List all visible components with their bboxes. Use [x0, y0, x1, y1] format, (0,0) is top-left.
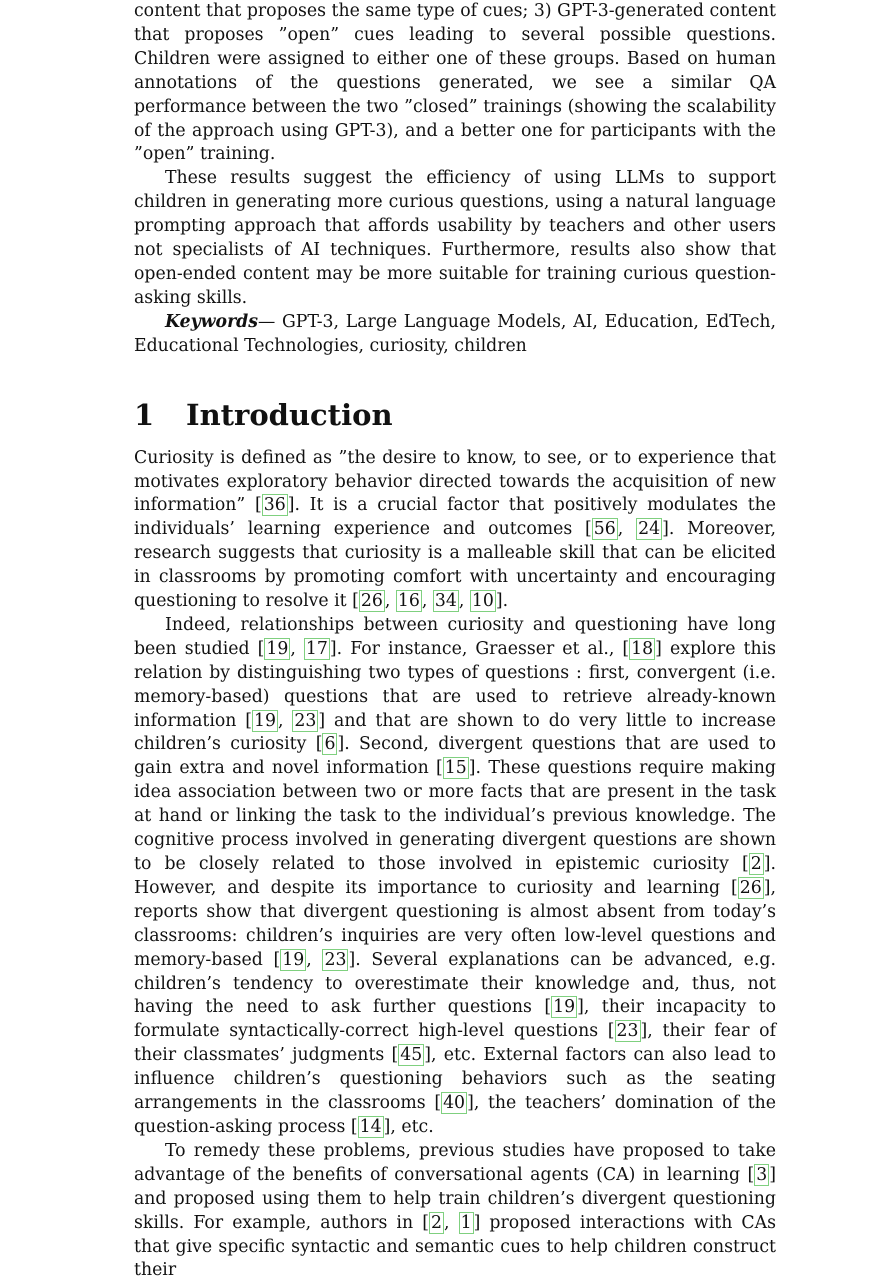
citation-link[interactable]: 1 [460, 1212, 472, 1233]
text-run: . However, and despite its importance to curiosity and learning [134, 854, 776, 898]
citation-link[interactable]: 10 [471, 591, 494, 612]
keywords-line [134, 311, 776, 359]
citation-link[interactable]: 34 [434, 591, 457, 612]
abstract-paragraph-results: These results suggest the efficiency of using LLMs to support children in generating more curious questions, using a natural language prompting approach that affords usability by teachers and other users not specialists of AI techniques. Furthermore, results also show that open-ended content may be more suitable for training curious question-asking skills. [134, 168, 776, 308]
text-run: To remedy these problems, previous studies have proposed to take advantage of the benefits of conversational agents (CA) in learning [134, 1140, 776, 1185]
text-run: Curiosity is defined as ”the desire to know, to see, or to experience that motivates exploratory behavior directed towards the acquisition of new information” [134, 447, 776, 516]
citation-link[interactable]: 2 [430, 1212, 442, 1233]
citation-link[interactable]: 18 [631, 638, 654, 659]
text-run: . Second, divergent questions that are used to gain extra and novel information [134, 734, 776, 779]
text-run: Indeed, relationships between curiosity and questioning have long been studied [134, 614, 776, 659]
text-run: , the teachers’ domination of the question-asking process [134, 1093, 776, 1137]
text-run: . [502, 591, 509, 612]
keywords-text: — GPT-3, Large Language Models, AI, Education, EdTech, Educational Technologies, curiosity, children [134, 311, 776, 356]
citation-link[interactable]: 19 [282, 949, 305, 970]
text-run: and that are shown to do very little to increase children’s curiosity [134, 710, 776, 755]
citation-link[interactable]: 14 [359, 1116, 382, 1137]
text-run: , reports show that divergent questioning is almost absent from today’s classrooms: children’s inquiries are very often low-level questions and memory-based [134, 877, 776, 970]
text-run: . For instance, Graesser et al., [336, 638, 623, 659]
citation-link[interactable]: 56 [593, 519, 616, 540]
text-run: . Moreover, research suggests that curiosity is a malleable skill that can be elicited in classrooms by promoting comfort with uncertainty and encouraging questioning to resolve it [134, 519, 776, 612]
intro-paragraph-2: Indeed, relationships between curiosity and questioning have long been studied [ 19 , 17 ]. For instance, Graesser et al., [ 18 ] explore this relation by distinguishing two types of questions : first, convergent (i.e. memory-based) questions that are used to retrieve already-known information [ 19 , 23 ] and that are shown to do very little to increase children’s curiosity [ 6 ]. Second, divergent questions that are used to gain extra and novel information [ 15 ]. These questions require making idea association between two or more facts that are present in the task at hand or linking the task to the individual’s previous knowledge. The cognitive process involved in generating divergent questions are shown to be closely related to those involved in epistemic curiosity [ 2 ]. However, and despite its importance to curiosity and learning [ 26 ], reports show that divergent questioning is almost absent from today’s classrooms: children’s inquiries are very often low-level questions and memory-based [ 19 , 23 ]. Several explanations can be advanced, e.g. children’s tendency to overestimate their knowledge and, thus, not having the need to ask further questions [ 19 ], their incapacity to formulate syntactically-correct high-level questions [ 23 ], their fear of their classmates’ judgments [ 45 ], etc. External factors can also lead to influence children’s questioning behaviors such as the seating arrangements in the classrooms [ 40 ], the teachers’ domination of the question-asking process [ 14 ], etc. [134, 614, 776, 1137]
text-run: proposed interactions with CAs that give specific syntactic and semantic cues to help children construct their [134, 1212, 776, 1281]
citation-link[interactable]: 15 [444, 758, 467, 779]
citation-link[interactable]: 23 [294, 710, 317, 731]
text-run: . These questions require making idea association between two or more facts that are present in the task at hand or linking the task to the individual’s previous knowledge. The cognitive process involved in generating divergent questions are shown to be closely related to those involved in epistemic curiosity [134, 758, 776, 874]
section-title: Introduction [186, 397, 393, 432]
citation-link[interactable]: 26 [360, 591, 383, 612]
text-run: . Several explanations can be advanced, e.g. children’s tendency to overestimate their knowledge and, thus, not having the need to ask further questions [134, 949, 776, 1018]
text-run: , their incapacity to formulate syntactically-correct high-level questions [134, 997, 776, 1042]
citation-link[interactable]: 3 [756, 1164, 768, 1185]
citation-link[interactable]: 23 [324, 949, 347, 970]
text-run: , etc. [390, 1116, 434, 1137]
text-run: , their fear of their classmates’ judgments [134, 1021, 776, 1066]
citation-link[interactable]: 26 [739, 877, 762, 898]
citation-link[interactable]: 23 [616, 1021, 639, 1042]
text-run: , etc. External factors can also lead to influence children’s questioning behaviors such as the seating arrangements in the classrooms [134, 1045, 776, 1114]
citation-link[interactable]: 45 [400, 1045, 423, 1066]
citation-link[interactable]: 24 [638, 519, 661, 540]
keywords-label: Keywords [165, 311, 258, 332]
citation-link[interactable]: 36 [263, 495, 286, 516]
citation-link[interactable]: 40 [443, 1093, 466, 1114]
text-run: explore this relation by distinguishing two types of questions : first, convergent (i.e. memory-based) questions that are used to retrieve already-known information [134, 638, 776, 731]
intro-paragraph-1: Curiosity is defined as ”the desire to know, to see, or to experience that motivates exploratory behavior directed towards the acquisition of new information” [ 36 ]. It is a crucial factor that positively modulates the individuals’ learning experience and outcomes [ 56 , 24 ]. Moreover, research suggests that curiosity is a malleable skill that can be elicited in classrooms by promoting comfort with uncertainty and encouraging questioning to resolve it [ 26 , 16 , 34 , 10 ]. [134, 447, 776, 612]
citation-link[interactable]: 19 [266, 638, 289, 659]
abstract-paragraph-end: content that proposes the same type of cues; 3) GPT-3-generated content that proposes ”open” cues leading to several possible questions. Children were assigned to either one of these groups. Based on human annotations of the questions generated, we see a similar QA performance between the two ”closed” trainings (showing the scalability of the approach using GPT-3), and a better one for participants with the ”open” training. [134, 1, 776, 165]
text-run: . It is a crucial factor that positively modulates the individuals’ learning experience and outcomes [134, 495, 776, 540]
citation-link[interactable]: 16 [397, 591, 420, 612]
citation-link[interactable]: 19 [254, 710, 277, 731]
section-number: 1 [134, 397, 155, 432]
citation-link[interactable]: 19 [553, 997, 576, 1018]
citation-link[interactable]: 2 [750, 854, 762, 874]
text-run: and proposed using them to help train children’s divergent questioning skills. For example, authors in [134, 1188, 776, 1233]
section-heading [134, 397, 776, 433]
citation-link[interactable]: 17 [305, 638, 328, 659]
paper-page [134, 0, 776, 1283]
intro-paragraph-3: To remedy these problems, previous studies have proposed to take advantage of the benefits of conversational agents (CA) in learning [ 3 ] and proposed using them to help train children’s divergent questioning skills. For example, authors in [ 2 , 1 ] proposed interactions with CAs that give specific syntactic and semantic cues to help children construct their [134, 1140, 776, 1281]
citation-link[interactable]: 6 [324, 734, 336, 755]
